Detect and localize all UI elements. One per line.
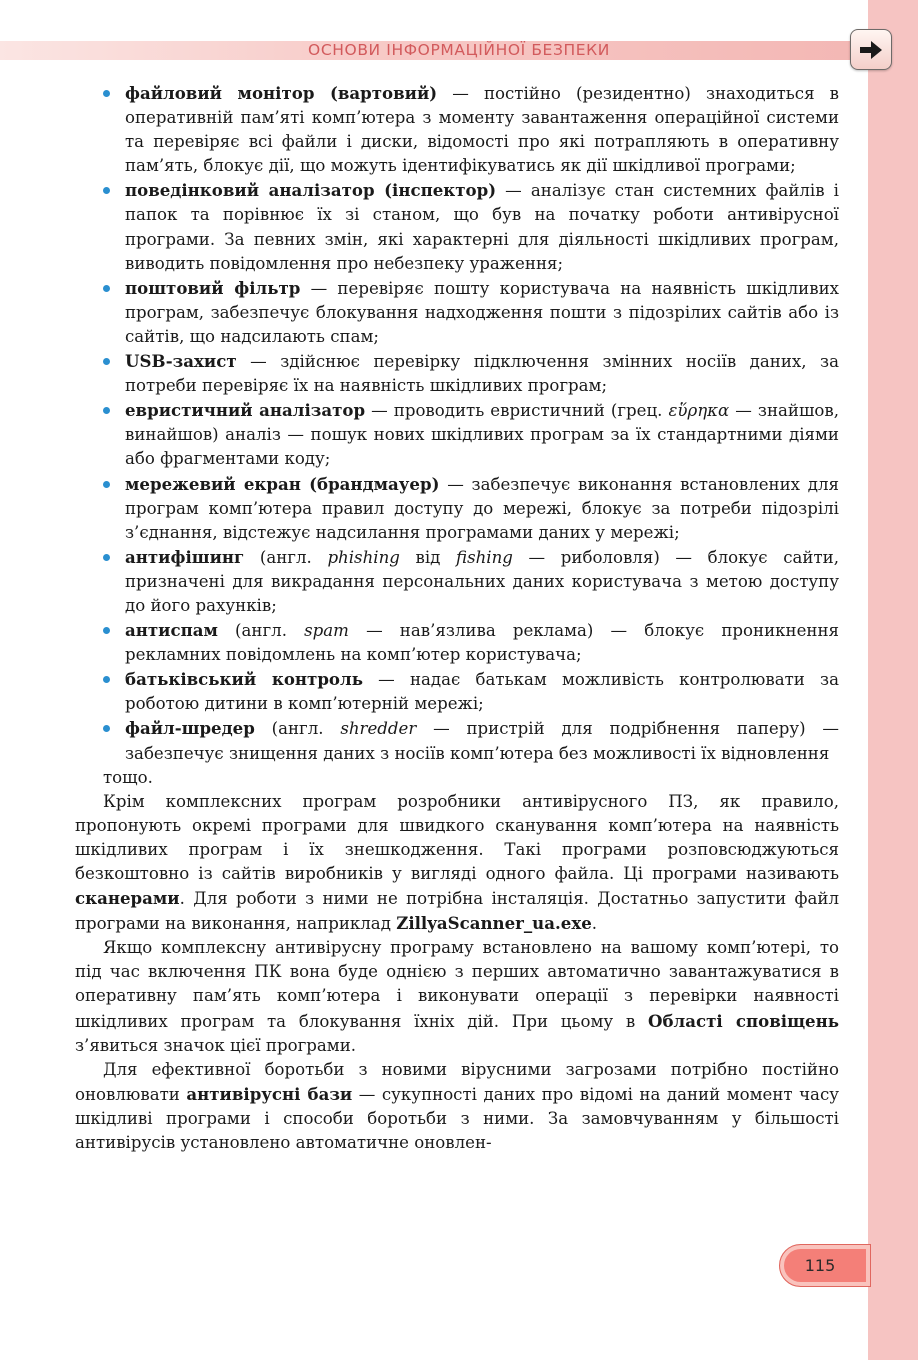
- paragraph: Якщо комплексну антивірусну програму встановлено на вашому комп’ютері, то під час включення ПК вона буде однією з перших автоматично завантажуватися в оперативну пам’ять комп’ютера і виконувати операції з перевірки наявності шкідливих програм та блокування їхніх дій. При цьому в Області сповіщень з’явиться значок цієї програми.: [75, 938, 839, 1055]
- antivirus-components-list: [75, 81, 839, 766]
- term: поштовий фільтр: [125, 277, 301, 298]
- page-content: [75, 81, 839, 1155]
- arrow-right-icon: [858, 39, 884, 61]
- running-header: ОСНОВИ ІНФОРМАЦІЙНОЇ БЕЗПЕКИ: [308, 41, 610, 59]
- bullet-icon: [103, 627, 110, 634]
- list-item: антиспам (англ. spam — нав’язлива реклама) — блокує проникнення рекламних повідомлень на комп’ютер користувача;: [75, 618, 839, 667]
- bullet-icon: [103, 407, 110, 414]
- term: поведінковий аналізатор (інспектор): [125, 180, 497, 201]
- term: мережевий екран (брандмауер): [125, 473, 440, 494]
- list-item: USB-захист — здійснює перевірку підключення змінних носіїв даних, за потреби перевіряє їх на наявність шкідливих програм;: [75, 349, 839, 398]
- list-item: файловий монітор (вартовий) — постійно (резидентно) знаходиться в оперативній пам’яті комп’ютера з моменту завантаження операційної системи та перевіряє всі файли і диски, відомості про які потрапляють в оперативну пам’ять, блокує дії, що можуть ідентифікуватись як дії шкідливої програми;: [75, 81, 839, 178]
- term: батьківський контроль: [125, 669, 363, 690]
- bullet-icon: [103, 481, 110, 488]
- bullet-icon: [103, 725, 110, 732]
- term: антифішинг: [125, 546, 245, 567]
- page-number-tab: [779, 1244, 871, 1287]
- paragraph: Крім комплексних програм розробники антивірусного ПЗ, як правило, пропонують окремі програми для швидкого сканування комп’ютера на наявність шкідливих програм і їх знешкодження. Такі програми розповсюджуються безкоштовно із сайтів виробників у вигляді одного файла. Ці програми називають сканерами. Для роботи з ними не потрібна інсталяція. Достатньо запустити файл програми на виконання, наприклад ZillyaScanner_ua.exe.: [75, 791, 839, 934]
- bullet-icon: [103, 90, 110, 97]
- term: евристичний аналізатор: [125, 400, 366, 421]
- bullet-icon: [103, 554, 110, 561]
- right-margin-band: [868, 0, 918, 1360]
- next-page-button[interactable]: [850, 29, 892, 70]
- paragraph: Для ефективної боротьби з новими вірусними загрозами потрібно постійно оновлювати антивірусні бази — сукупності даних про відомі на даний момент часу шкідливі програми і способи боротьби з ними. За замовчуванням у більшості антивірусів установлено автоматичне оновлен-: [75, 1059, 840, 1153]
- list-item: поштовий фільтр — перевіряє пошту користувача на наявність шкідливих програм, забезпечує блокування надходження пошти з підозрілих сайтів або із сайтів, що надсилають спам;: [75, 276, 839, 349]
- bullet-icon: [103, 676, 110, 683]
- page-number: 115: [804, 1256, 836, 1275]
- list-item: антифішинг (англ. phishing від fishing — риболовля) — блокує сайти, призначені для викрадання персональних даних користувача з метою доступу до його рахунків;: [75, 545, 839, 618]
- bullet-icon: [103, 358, 110, 365]
- term: файл-шредер: [125, 718, 255, 739]
- list-item: поведінковий аналізатор (інспектор) — аналізує стан системних файлів і папок та порівнює їх зі станом, що був на початку роботи антивірусної програми. За певних змін, які характерні для діяльності шкідливих програм, виводить повідомлення про небезпеку ураження;: [75, 178, 839, 275]
- bullet-icon: [103, 285, 110, 292]
- list-item: батьківський контроль — надає батькам можливість контролювати за роботою дитини в комп’ютерній мережі;: [75, 667, 839, 716]
- list-item: евристичний аналізатор — проводить евристичний (грец. εὕρηκα — знайшов, винайшов) аналіз — пошук нових шкідливих програм за їх стандартними діями або фрагментами коду;: [75, 398, 839, 471]
- term: файловий монітор (вартовий): [125, 83, 438, 103]
- term: USB-захист: [125, 351, 237, 372]
- greek-word: εὕρηκα: [668, 401, 730, 421]
- list-tail: тощо.: [103, 767, 153, 787]
- term: антиспам: [125, 620, 218, 641]
- bullet-icon: [103, 187, 110, 194]
- list-item: мережевий екран (брандмауер) — забезпечує виконання встановлених для програм комп’ютера правил доступу до мережі, блокує за потреби підозрілі з’єднання, відстежує надсилання програмами даних у мережі;: [75, 472, 839, 545]
- list-item: файл-шредер (англ. shredder — пристрій для подрібнення паперу) — забезпечує знищення даних з носіїв комп’ютера без можливості їх відновлення: [75, 716, 839, 765]
